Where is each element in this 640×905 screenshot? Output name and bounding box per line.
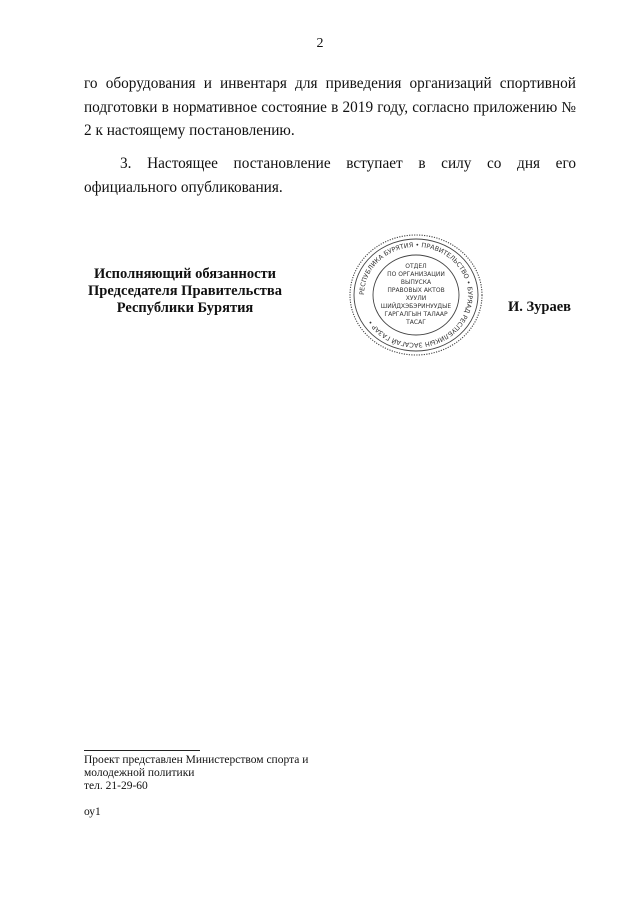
footer-divider bbox=[84, 750, 200, 751]
footer-line-2: молодежной политики bbox=[84, 767, 195, 779]
page-number: 2 bbox=[316, 36, 324, 51]
seal-inner-line: ВЫПУСКА bbox=[400, 279, 432, 286]
signer-name: И. Зураев bbox=[508, 299, 572, 315]
footer-line-1: Проект представлен Министерством спорта и bbox=[84, 754, 309, 766]
footer-note bbox=[84, 754, 308, 793]
seal-inner-line: ОТДЕЛ bbox=[405, 263, 427, 270]
signer-position-line: Республики Бурятия bbox=[116, 300, 254, 316]
footer-phone: тел. 21-29-60 bbox=[84, 780, 148, 792]
signer-position bbox=[70, 266, 300, 317]
seal-inner-line: ПРАВОВЫХ АКТОВ bbox=[387, 287, 445, 294]
seal-outer-text: РЕСПУБЛИКА БУРЯТИЯ • ПРАВИТЕЛЬСТВО • БУРЯАД РЕСПУБЛИКЫН ЗАСАГАЙ ГАЗАР • bbox=[357, 240, 475, 350]
official-seal-stamp bbox=[346, 232, 486, 358]
seal-inner-line: ШИЙДХЭБЭРИНУУДЫЕ bbox=[380, 303, 452, 310]
seal-inner-line: ГАРГАЛГЫН ТАЛААР bbox=[384, 311, 448, 318]
signer-position-line: Председателя Правительства bbox=[88, 283, 282, 299]
seal-inner-line: ХУУЛИ bbox=[405, 295, 427, 302]
signer-position-line: Исполняющий обязанности bbox=[93, 266, 277, 282]
paragraph-continuation: го оборудования и инвентаря для приведения организаций спортивной подготовки в нормативное состояние в 2019 году, согласно приложению № 2 к настоящему постановлению. bbox=[84, 75, 576, 139]
seal-inner-line: ПО ОРГАНИЗАЦИИ bbox=[387, 271, 445, 278]
document-code: оу1 bbox=[84, 806, 101, 818]
seal-inner-line: ТАСАГ bbox=[406, 319, 426, 326]
paragraph-effective-date: 3. Настоящее постановление вступает в силу со дня его официального опубликования. bbox=[84, 155, 576, 196]
